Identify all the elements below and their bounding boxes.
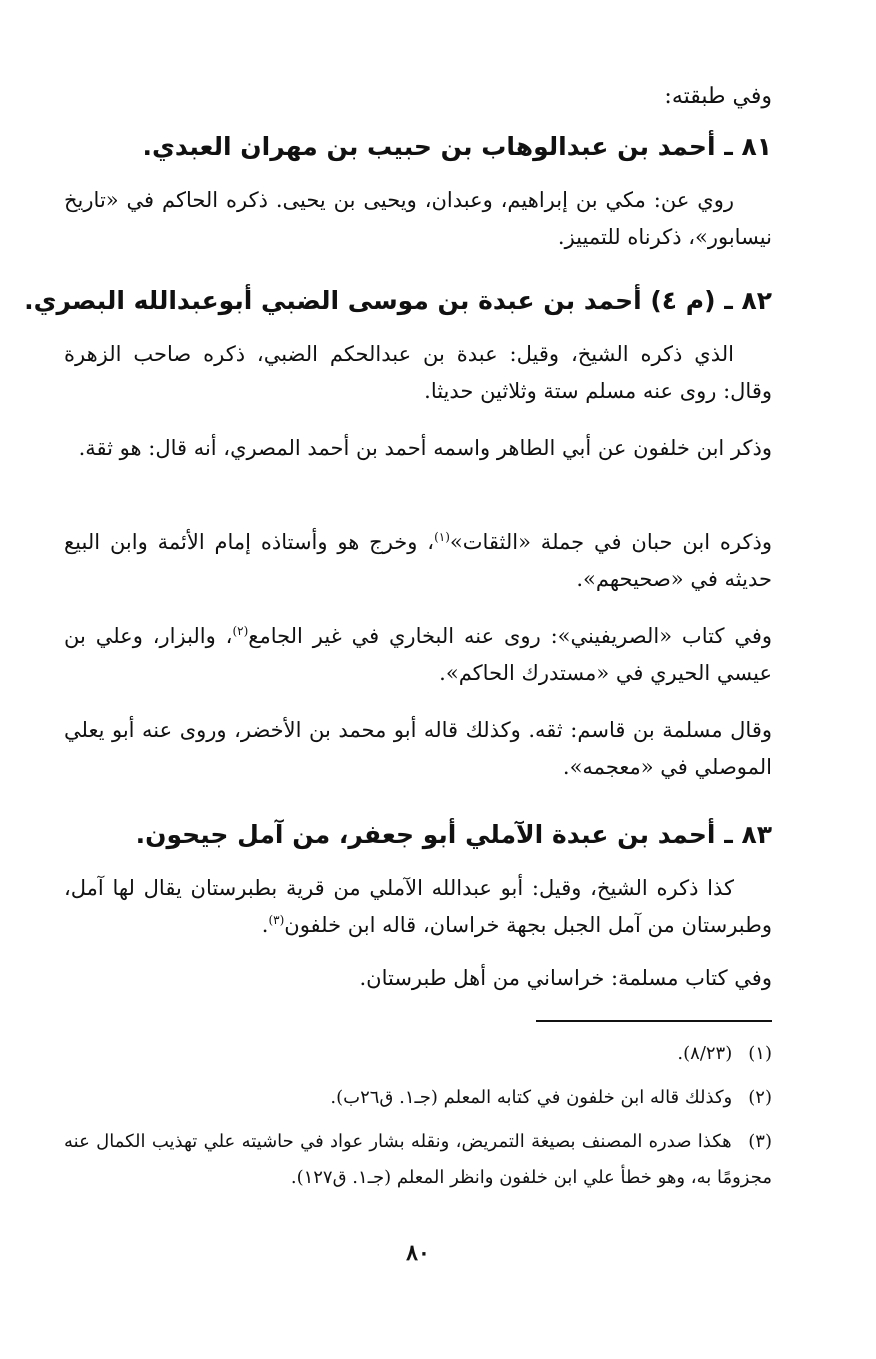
footnote-ref-3[interactable]: (٣)	[268, 913, 285, 927]
footnote-1	[64, 1036, 772, 1072]
page-number: ٨٠	[406, 1240, 430, 1266]
entry-82-paragraph-3-part-2: ، وخرج هو وأستاذه إمام الأئمة وابن البيع حديثه في «صحيحهم».	[64, 530, 772, 591]
entry-83-heading: ٨٣ ـ أحمد بن عبدة الآملي أبو جعفر، من آمل جيحون.	[135, 820, 772, 849]
footnote-2-number: (٢)	[748, 1087, 772, 1108]
document-page	[24, 70, 773, 1300]
entry-83-paragraph-2: وفي كتاب مسلمة: خراساني من أهل طبرستان.	[359, 966, 772, 990]
entry-82-heading: ٨٢ ـ (م ٤) أحمد بن عبدة بن موسى الضبي أبوعبدالله البصري.	[24, 286, 772, 315]
entry-82-paragraph-4-part-2: ، والبزار، وعلي بن عيسي الحيري في «مستدرك الحاكم».	[64, 624, 772, 685]
footnote-2	[64, 1080, 772, 1116]
entry-83-paragraph-1-part-2: .	[261, 913, 269, 937]
entry-81-heading: ٨١ ـ أحمد بن عبدالوهاب بن حبيب بن مهران العبدي.	[142, 132, 772, 161]
footnote-ref-1[interactable]: (١)	[434, 530, 450, 544]
entry-82-paragraph-3-part-1: وذكره ابن حبان في جملة «الثقات»	[449, 530, 772, 554]
entry-81-paragraph-1: روي عن: مكي بن إبراهيم، وعبدان، ويحيى بن يحيى. ذكره الحاكم في «تاريخ نيسابور»، ذكرناه للتمييز.	[64, 188, 772, 249]
footnote-ref-2[interactable]: (٢)	[232, 624, 249, 638]
footnote-3-text: هكذا صدره المصنف بصيغة التمريض، ونقله بشار عواد في حاشيته علي تهذيب الكمال عنه مجزومًا به، وهو خطأ علي ابن خلفون وانظر المعلم (جـ١. ق١٢٧).	[64, 1131, 772, 1188]
footnote-divider	[536, 1020, 772, 1022]
entry-82-paragraph-3	[64, 524, 772, 598]
entry-83-paragraph-1-part-1: كذا ذكره الشيخ، وقيل: أبو عبدالله الآملي من قرية بطبرستان يقال لها آمل، وطبرستان من آمل الجبل بجهة خراسان، قاله ابن خلفون	[64, 876, 772, 937]
footnote-3	[64, 1124, 772, 1196]
footnote-1-number: (١)	[748, 1043, 772, 1064]
entry-82-paragraph-5: وقال مسلمة بن قاسم: ثقه. وكذلك قاله أبو محمد بن الأخضر، وروى عنه أبو يعلي الموصلي في «معجمه».	[64, 718, 772, 779]
entry-82-paragraph-4-part-1: وفي كتاب «الصريفيني»: روى عنه البخاري في غير الجامع	[248, 624, 773, 648]
entry-83-paragraph-1	[64, 870, 772, 944]
entry-82-paragraph-2: وذكر ابن خلفون عن أبي الطاهر واسمه أحمد بن أحمد المصري، أنه قال: هو ثقة.	[78, 436, 772, 460]
entry-82-paragraph-4	[64, 618, 772, 692]
footnote-2-text: وكذلك قاله ابن خلفون في كتابه المعلم (جـ١. ق٢٦ب).	[330, 1087, 733, 1108]
footnote-1-text: (٨/٢٣).	[677, 1043, 733, 1064]
footnote-3-number: (٣)	[748, 1131, 772, 1152]
intro-line: وفي طبقته:	[664, 84, 772, 109]
entry-82-paragraph-1: الذي ذكره الشيخ، وقيل: عبدة بن عبدالحكم الضبي، ذكره صاحب الزهرة وقال: روى عنه مسلم ستة وثلاثين حديثا.	[64, 342, 772, 403]
